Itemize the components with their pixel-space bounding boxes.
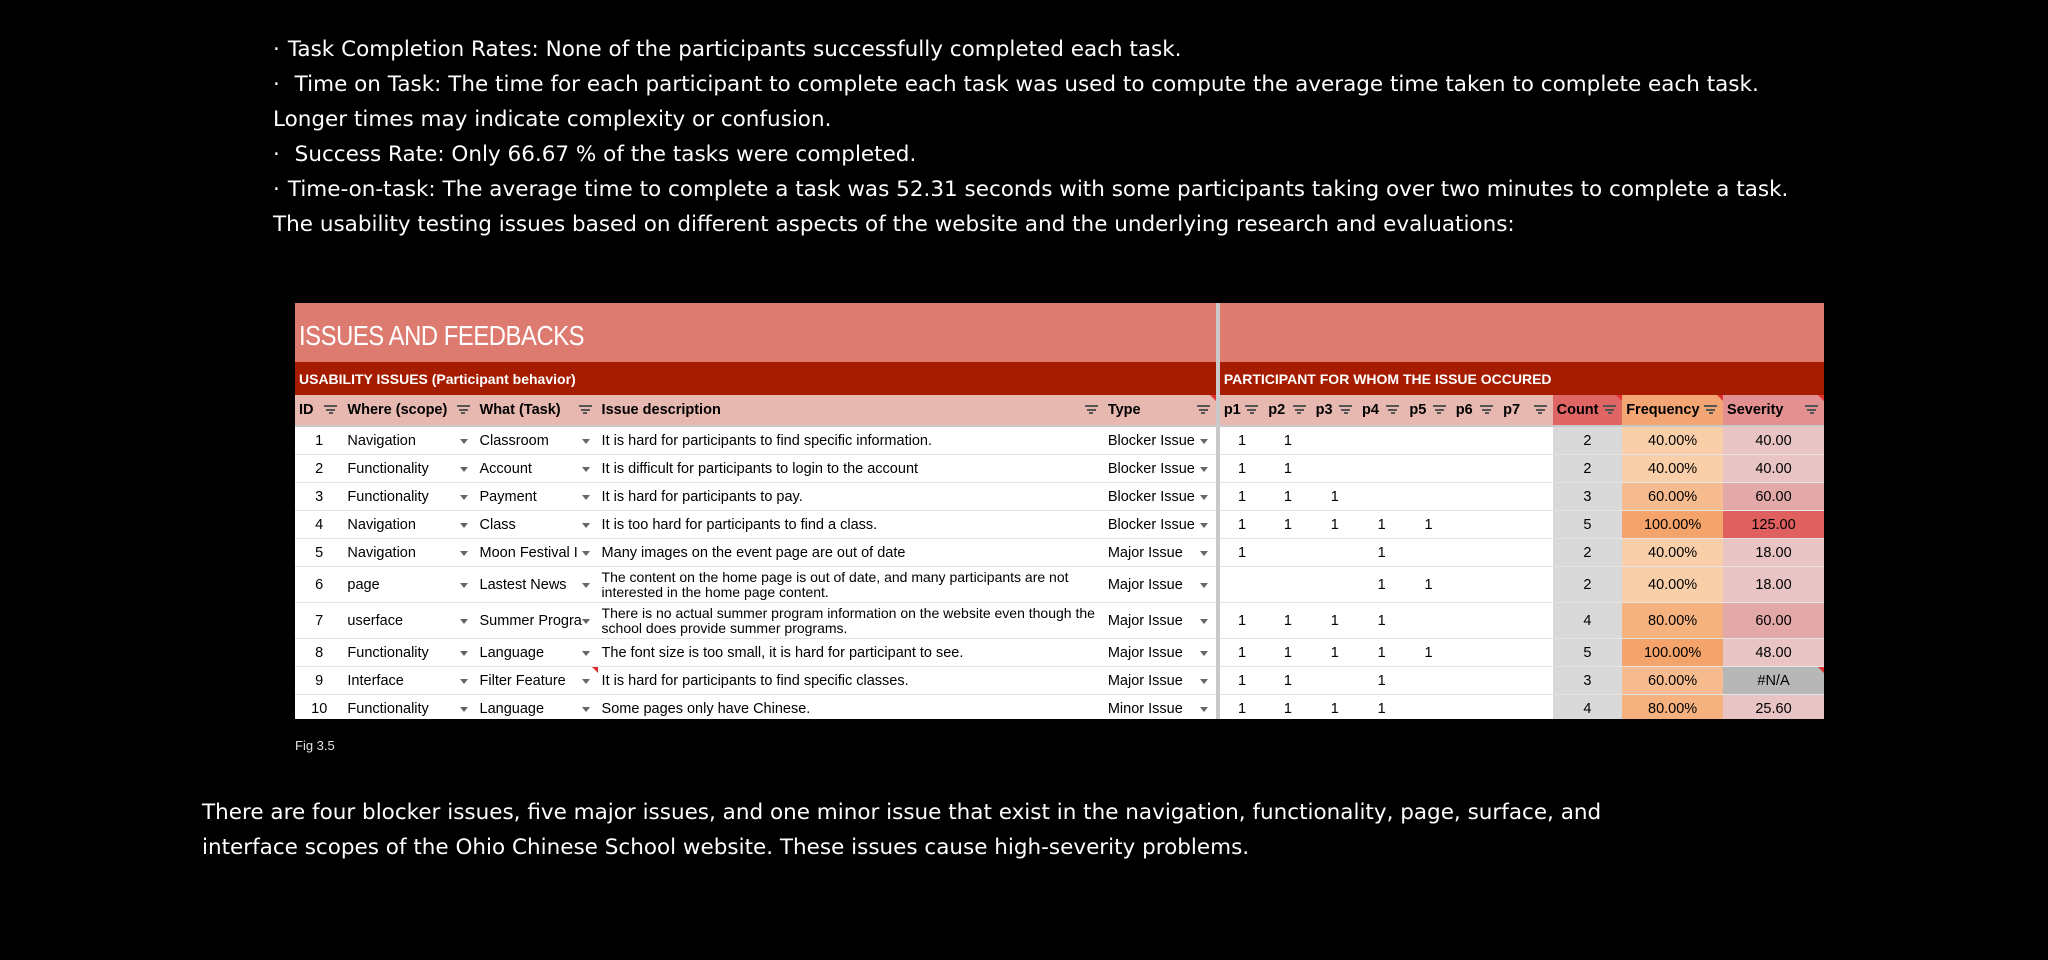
cell-participant-p4: 1 [1358,667,1405,695]
cell-participant-p7 [1499,639,1552,667]
cell-task-dropdown[interactable]: Language [476,639,598,667]
cell-participant-p7 [1499,667,1552,695]
cell-description: There is no actual summer program information on the website even though the school does provide summer programs. [598,603,1104,639]
cell-task-dropdown[interactable]: Filter Feature [476,667,598,695]
finding-item: · Task Completion Rates: None of the participants successfully completed each task. [273,37,1182,62]
cell-frequency: 60.00% [1622,483,1723,511]
cell-description: Many images on the event page are out of date [598,539,1104,567]
cell-participant-p3: 1 [1312,639,1358,667]
cell-description: It is difficult for participants to login to the account [598,455,1104,483]
cell-participant-p2: 1 [1264,603,1311,639]
cell-participant-p5 [1405,426,1451,455]
cell-participant-p1: 1 [1218,539,1264,567]
cell-description: The content on the home page is out of date, and many participants are not interested in the home page content. [598,567,1104,603]
cell-participant-p7 [1499,455,1552,483]
cell-participant-p6 [1452,455,1499,483]
filter-icon[interactable] [1603,405,1616,414]
cell-participant-p4: 1 [1358,567,1405,603]
cell-participant-p4: 1 [1358,511,1405,539]
cell-severity: 40.00 [1723,455,1824,483]
column-header-where[interactable]: Where (scope) [343,395,475,426]
filter-icon[interactable] [1480,405,1493,414]
column-header-severity[interactable]: Severity [1723,395,1824,426]
cell-participant-p1: 1 [1218,426,1264,455]
cell-participant-p7 [1499,426,1552,455]
cell-participant-p5 [1405,483,1451,511]
figure-caption: Fig 3.5 [295,738,335,753]
cell-task-dropdown[interactable]: Language [476,695,598,720]
cell-severity: #N/A [1723,667,1824,695]
cell-scope-dropdown[interactable]: Navigation [343,426,475,455]
cell-count: 2 [1553,539,1623,567]
cell-count: 2 [1553,567,1623,603]
cell-frequency: 60.00% [1622,667,1723,695]
section-band [295,362,1824,395]
cell-count: 2 [1553,455,1623,483]
cell-participant-p1: 1 [1218,511,1264,539]
table-row [295,511,1824,539]
filter-icon[interactable] [457,405,470,414]
cell-type-dropdown[interactable]: Major Issue [1104,639,1218,667]
cell-scope-dropdown[interactable]: Functionality [343,639,475,667]
cell-severity: 60.00 [1723,483,1824,511]
column-header-p6[interactable]: p6 [1452,395,1499,426]
cell-participant-p5 [1405,603,1451,639]
cell-participant-p6 [1452,603,1499,639]
issues-spreadsheet [295,303,1824,719]
column-header-p3[interactable]: p3 [1312,395,1358,426]
cell-severity: 48.00 [1723,639,1824,667]
column-header-p1[interactable]: p1 [1218,395,1264,426]
cell-participant-p1: 1 [1218,639,1264,667]
cell-severity: 25.60 [1723,695,1824,720]
cell-id: 6 [295,567,343,603]
cell-participant-p4 [1358,426,1405,455]
cell-id: 5 [295,539,343,567]
cell-task-dropdown[interactable]: Classroom [476,426,598,455]
cell-count: 3 [1553,483,1623,511]
cell-severity: 40.00 [1723,426,1824,455]
cell-id: 2 [295,455,343,483]
cell-participant-p6 [1452,426,1499,455]
cell-participant-p6 [1452,483,1499,511]
cell-participant-p2 [1264,567,1311,603]
cell-type-dropdown[interactable]: Blocker Issue [1104,511,1218,539]
cell-participant-p7 [1499,511,1552,539]
cell-frequency: 40.00% [1622,426,1723,455]
cell-severity: 18.00 [1723,539,1824,567]
cell-participant-p5 [1405,695,1451,720]
cell-participant-p1 [1218,567,1264,603]
usability-issues-label: USABILITY ISSUES (Participant behavior) [295,362,1218,395]
cell-frequency: 40.00% [1622,539,1723,567]
cell-task-dropdown[interactable]: Moon Festival I [476,539,598,567]
cell-id: 8 [295,639,343,667]
cell-participant-p4: 1 [1358,539,1405,567]
cell-scope-dropdown[interactable]: userface [343,603,475,639]
summary-paragraph: There are four blocker issues, five major issues, and one minor issue that exist in the navigation, functionality, page, surface, and interface scopes of the Ohio Chinese School website. These issues cause high-severity problems. [202,800,1602,860]
column-header-type[interactable]: Type [1104,395,1218,426]
table-row [295,455,1824,483]
cell-scope-dropdown[interactable]: Functionality [343,455,475,483]
cell-participant-p4: 1 [1358,603,1405,639]
cell-scope-dropdown[interactable]: Navigation [343,511,475,539]
cell-participant-p2: 1 [1264,639,1311,667]
cell-description: It is too hard for participants to find a class. [598,511,1104,539]
cell-id: 9 [295,667,343,695]
cell-participant-p2: 1 [1264,695,1311,720]
cell-type-dropdown[interactable]: Blocker Issue [1104,483,1218,511]
cell-participant-p6 [1452,567,1499,603]
sheet-title: ISSUES AND FEEDBACKS [299,319,585,351]
cell-participant-p6 [1452,667,1499,695]
participants-label: PARTICIPANT FOR WHOM THE ISSUE OCCURED [1218,362,1824,395]
cell-task-dropdown[interactable]: Payment [476,483,598,511]
cell-participant-p5: 1 [1405,639,1451,667]
cell-participant-p6 [1452,511,1499,539]
table-row [295,695,1824,720]
cell-scope-dropdown[interactable]: page [343,567,475,603]
filter-icon[interactable] [324,405,337,414]
cell-severity: 60.00 [1723,603,1824,639]
finding-item: · Time on Task: The time for each participant to complete each task was used to compute the average time taken to complete each task. Longer times may indicate complexity or confusion. [273,72,1759,132]
cell-description: It is hard for participants to find specific classes. [598,667,1104,695]
cell-participant-p7 [1499,567,1552,603]
cell-participant-p5 [1405,455,1451,483]
cell-participant-p4: 1 [1358,639,1405,667]
cell-task-dropdown[interactable]: Class [476,511,598,539]
cell-id: 3 [295,483,343,511]
cell-participant-p3 [1312,667,1358,695]
cell-task-dropdown[interactable]: Summer Progra [476,603,598,639]
cell-participant-p2: 1 [1264,426,1311,455]
cell-severity: 18.00 [1723,567,1824,603]
cell-participant-p3: 1 [1312,695,1358,720]
cell-participant-p3: 1 [1312,483,1358,511]
table-row [295,667,1824,695]
cell-participant-p4 [1358,483,1405,511]
cell-participant-p5 [1405,667,1451,695]
cell-participant-p6 [1452,695,1499,720]
filter-icon[interactable] [1245,405,1258,414]
table-row [295,426,1824,455]
cell-participant-p2: 1 [1264,455,1311,483]
cell-frequency: 100.00% [1622,511,1723,539]
cell-participant-p7 [1499,483,1552,511]
cell-id: 1 [295,426,343,455]
cell-participant-p1: 1 [1218,603,1264,639]
cell-type-dropdown[interactable]: Minor Issue [1104,695,1218,720]
filter-icon[interactable] [1704,405,1717,414]
title-row [295,303,1824,362]
cell-participant-p4 [1358,455,1405,483]
cell-description: Some pages only have Chinese. [598,695,1104,720]
cell-participant-p6 [1452,539,1499,567]
cell-scope-dropdown[interactable]: Functionality [343,483,475,511]
cell-description: It is hard for participants to find specific information. [598,426,1104,455]
cell-type-dropdown[interactable]: Blocker Issue [1104,426,1218,455]
cell-participant-p3 [1312,567,1358,603]
cell-participant-p7 [1499,603,1552,639]
column-header-p5[interactable]: p5 [1405,395,1451,426]
table-row [295,603,1824,639]
cell-type-dropdown[interactable]: Major Issue [1104,667,1218,695]
finding-item: · Success Rate: Only 66.67 % of the tasks were completed. [273,142,917,167]
cell-participant-p3 [1312,455,1358,483]
column-header-p2[interactable]: p2 [1264,395,1311,426]
filter-icon[interactable] [1433,405,1446,414]
column-header-what[interactable]: What (Task) [476,395,598,426]
cell-task-dropdown[interactable]: Lastest News [476,567,598,603]
cell-id: 7 [295,603,343,639]
column-header-id[interactable]: ID [295,395,343,426]
filter-icon[interactable] [1085,405,1098,414]
cell-id: 4 [295,511,343,539]
filter-icon[interactable] [1339,405,1352,414]
cell-type-dropdown[interactable]: Major Issue [1104,539,1218,567]
cell-frequency: 80.00% [1622,695,1723,720]
finding-item: · Time-on-task: The average time to complete a task was 52.31 seconds with some participants taking over two minutes to complete a task. The usability testing issues based on different aspects of the website and the underlying research and evaluations: [273,177,1789,237]
table-row [295,567,1824,603]
column-header-p7[interactable]: p7 [1499,395,1552,426]
filter-icon[interactable] [1197,405,1210,414]
column-header-frequency[interactable]: Frequency [1622,395,1723,426]
cell-type-dropdown[interactable]: Blocker Issue [1104,455,1218,483]
cell-participant-p3 [1312,426,1358,455]
cell-participant-p5 [1405,539,1451,567]
cell-count: 4 [1553,695,1623,720]
cell-count: 5 [1553,639,1623,667]
cell-participant-p3 [1312,539,1358,567]
cell-severity: 125.00 [1723,511,1824,539]
cell-participant-p1: 1 [1218,455,1264,483]
cell-count: 4 [1553,603,1623,639]
findings-list [273,32,1793,242]
cell-participant-p3: 1 [1312,603,1358,639]
cell-participant-p2 [1264,539,1311,567]
cell-task-dropdown[interactable]: Account [476,455,598,483]
cell-participant-p6 [1452,639,1499,667]
filter-icon[interactable] [1805,405,1818,414]
cell-type-dropdown[interactable]: Major Issue [1104,603,1218,639]
column-header-description[interactable]: Issue description [598,395,1104,426]
cell-participant-p3: 1 [1312,511,1358,539]
cell-scope-dropdown[interactable]: Interface [343,667,475,695]
cell-description: The font size is too small, it is hard for participant to see. [598,639,1104,667]
filter-icon[interactable] [579,405,592,414]
table-row [295,483,1824,511]
cell-type-dropdown[interactable]: Major Issue [1104,567,1218,603]
cell-frequency: 40.00% [1622,455,1723,483]
cell-participant-p2: 1 [1264,667,1311,695]
cell-participant-p4: 1 [1358,695,1405,720]
cell-scope-dropdown[interactable]: Navigation [343,539,475,567]
cell-participant-p7 [1499,539,1552,567]
cell-description: It is hard for participants to pay. [598,483,1104,511]
table-row [295,539,1824,567]
cell-count: 5 [1553,511,1623,539]
cell-scope-dropdown[interactable]: Functionality [343,695,475,720]
cell-count: 2 [1553,426,1623,455]
cell-participant-p2: 1 [1264,483,1311,511]
filter-icon[interactable] [1386,405,1399,414]
cell-frequency: 80.00% [1622,603,1723,639]
cell-participant-p2: 1 [1264,511,1311,539]
filter-icon[interactable] [1534,405,1547,414]
cell-participant-p1: 1 [1218,483,1264,511]
table-row [295,639,1824,667]
filter-icon[interactable] [1293,405,1306,414]
cell-participant-p7 [1499,695,1552,720]
cell-frequency: 100.00% [1622,639,1723,667]
column-header-p4[interactable]: p4 [1358,395,1405,426]
column-header-count[interactable]: Count [1553,395,1623,426]
cell-count: 3 [1553,667,1623,695]
cell-participant-p1: 1 [1218,695,1264,720]
cell-participant-p1: 1 [1218,667,1264,695]
cell-id: 10 [295,695,343,720]
column-header-row [295,395,1824,426]
cell-frequency: 40.00% [1622,567,1723,603]
cell-participant-p5: 1 [1405,511,1451,539]
cell-participant-p5: 1 [1405,567,1451,603]
